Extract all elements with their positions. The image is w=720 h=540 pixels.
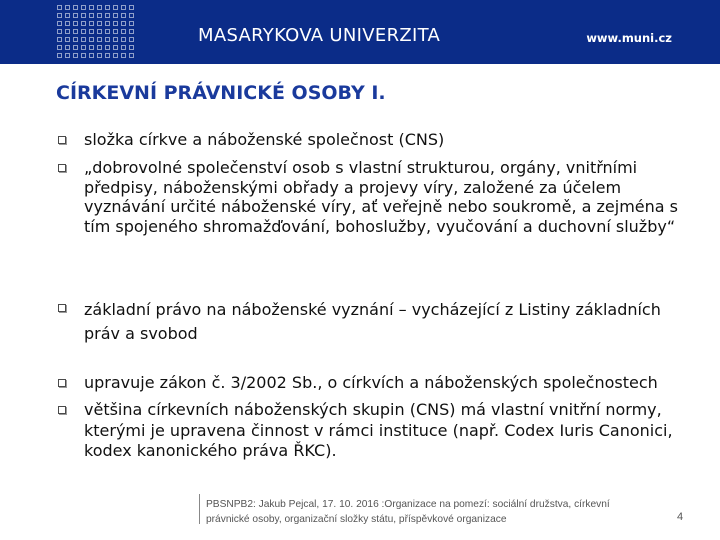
logo-square <box>121 13 126 18</box>
bullet-text: většina církevních náboženských skupin (CNS) má vlastní vnitřní normy, kterými je upravena činnost v rámci instituce (např. Codex Iuris Canonici, kodex kanonického práva ŘKC). <box>84 400 673 460</box>
logo-square <box>73 5 78 10</box>
university-name: MASARYKOVA UNIVERZITA <box>198 25 441 46</box>
logo-square <box>57 37 62 42</box>
logo-square <box>57 53 62 58</box>
logo-square <box>57 29 62 34</box>
logo-square <box>105 13 110 18</box>
bullet-item <box>58 400 698 462</box>
logo-square <box>89 53 94 58</box>
logo-square <box>65 53 70 58</box>
logo-square <box>81 45 86 50</box>
logo-dot-grid <box>56 4 136 60</box>
logo-square <box>81 5 86 10</box>
logo-square <box>89 29 94 34</box>
logo-square <box>113 5 118 10</box>
logo-square <box>81 21 86 26</box>
logo-square <box>97 13 102 18</box>
logo-square <box>121 37 126 42</box>
logo-square <box>105 37 110 42</box>
logo-square <box>73 53 78 58</box>
logo-square <box>105 5 110 10</box>
logo-square <box>129 53 134 58</box>
logo-square <box>97 53 102 58</box>
bullet-item <box>58 130 698 150</box>
logo-square <box>97 29 102 34</box>
footer-divider <box>199 494 200 524</box>
bullet-item <box>58 158 698 236</box>
logo-square <box>113 45 118 50</box>
logo-square <box>73 45 78 50</box>
bullet-text: základní právo na náboženské vyznání – vycházející z Listiny základních práv a svobod <box>84 300 661 343</box>
logo-square <box>97 37 102 42</box>
logo-square <box>129 5 134 10</box>
logo-square <box>129 21 134 26</box>
logo-square <box>73 37 78 42</box>
logo-square <box>129 13 134 18</box>
website-url: www.muni.cz <box>586 31 672 45</box>
bullet-text: „dobrovolné společenství osob s vlastní strukturou, orgány, vnitřními předpisy, náboženskými obřady a projevy víry, založené za účelem vyznávání určité náboženské víry, ať veřejně nebo soukromě, a zejména s tím spojeného shromažďování, bohoslužby, vyučování a duchovní služby“ <box>84 158 679 236</box>
bullet-item <box>58 373 698 393</box>
logo-square <box>129 37 134 42</box>
footer-line-1: PBSNPB2: Jakub Pejcal, 17. 10. 2016 :Organizace na pomezí: sociální družstva, církevní <box>206 499 610 510</box>
logo-square <box>65 5 70 10</box>
logo-square <box>73 29 78 34</box>
logo-square <box>113 29 118 34</box>
logo-square <box>65 45 70 50</box>
logo-square <box>121 45 126 50</box>
footer-line-2: právnické osoby, organizační složky státu, příspěvkové organizace <box>206 514 507 525</box>
footer-citation <box>206 497 676 527</box>
logo-square <box>121 29 126 34</box>
logo-square <box>105 45 110 50</box>
checkbox-bullet-icon <box>58 136 66 144</box>
logo-square <box>57 5 62 10</box>
logo-square <box>81 29 86 34</box>
logo-square <box>65 29 70 34</box>
logo-square <box>73 21 78 26</box>
checkbox-bullet-icon <box>58 164 66 172</box>
bullet-item <box>58 298 698 346</box>
logo-square <box>97 45 102 50</box>
logo-square <box>81 53 86 58</box>
logo-square <box>113 53 118 58</box>
logo-square <box>97 21 102 26</box>
page-number: 4 <box>677 511 684 523</box>
logo-square <box>105 29 110 34</box>
logo-square <box>89 21 94 26</box>
logo-square <box>57 21 62 26</box>
logo-square <box>113 37 118 42</box>
logo-square <box>65 37 70 42</box>
slide-title: CÍRKEVNÍ PRÁVNICKÉ OSOBY I. <box>56 82 386 104</box>
logo-square <box>113 21 118 26</box>
logo-square <box>121 53 126 58</box>
logo-square <box>65 21 70 26</box>
logo-square <box>73 13 78 18</box>
logo-square <box>121 5 126 10</box>
logo-square <box>105 21 110 26</box>
logo-square <box>129 45 134 50</box>
checkbox-bullet-icon <box>58 406 66 414</box>
logo-square <box>57 45 62 50</box>
logo-square <box>113 13 118 18</box>
logo-square <box>89 5 94 10</box>
bullet-text: upravuje zákon č. 3/2002 Sb., o církvích a náboženských společnostech <box>84 373 658 392</box>
bullet-text: složka církve a náboženské společnost (CNS) <box>84 130 445 149</box>
logo-square <box>89 45 94 50</box>
logo-square <box>97 5 102 10</box>
checkbox-bullet-icon <box>58 379 66 387</box>
logo-square <box>105 53 110 58</box>
logo-square <box>57 13 62 18</box>
logo-square <box>121 21 126 26</box>
header-bar <box>0 0 720 64</box>
logo-square <box>81 13 86 18</box>
checkbox-bullet-icon <box>58 304 66 312</box>
logo-square <box>81 37 86 42</box>
logo-square <box>129 29 134 34</box>
logo-square <box>89 13 94 18</box>
logo-square <box>89 37 94 42</box>
logo-square <box>65 13 70 18</box>
